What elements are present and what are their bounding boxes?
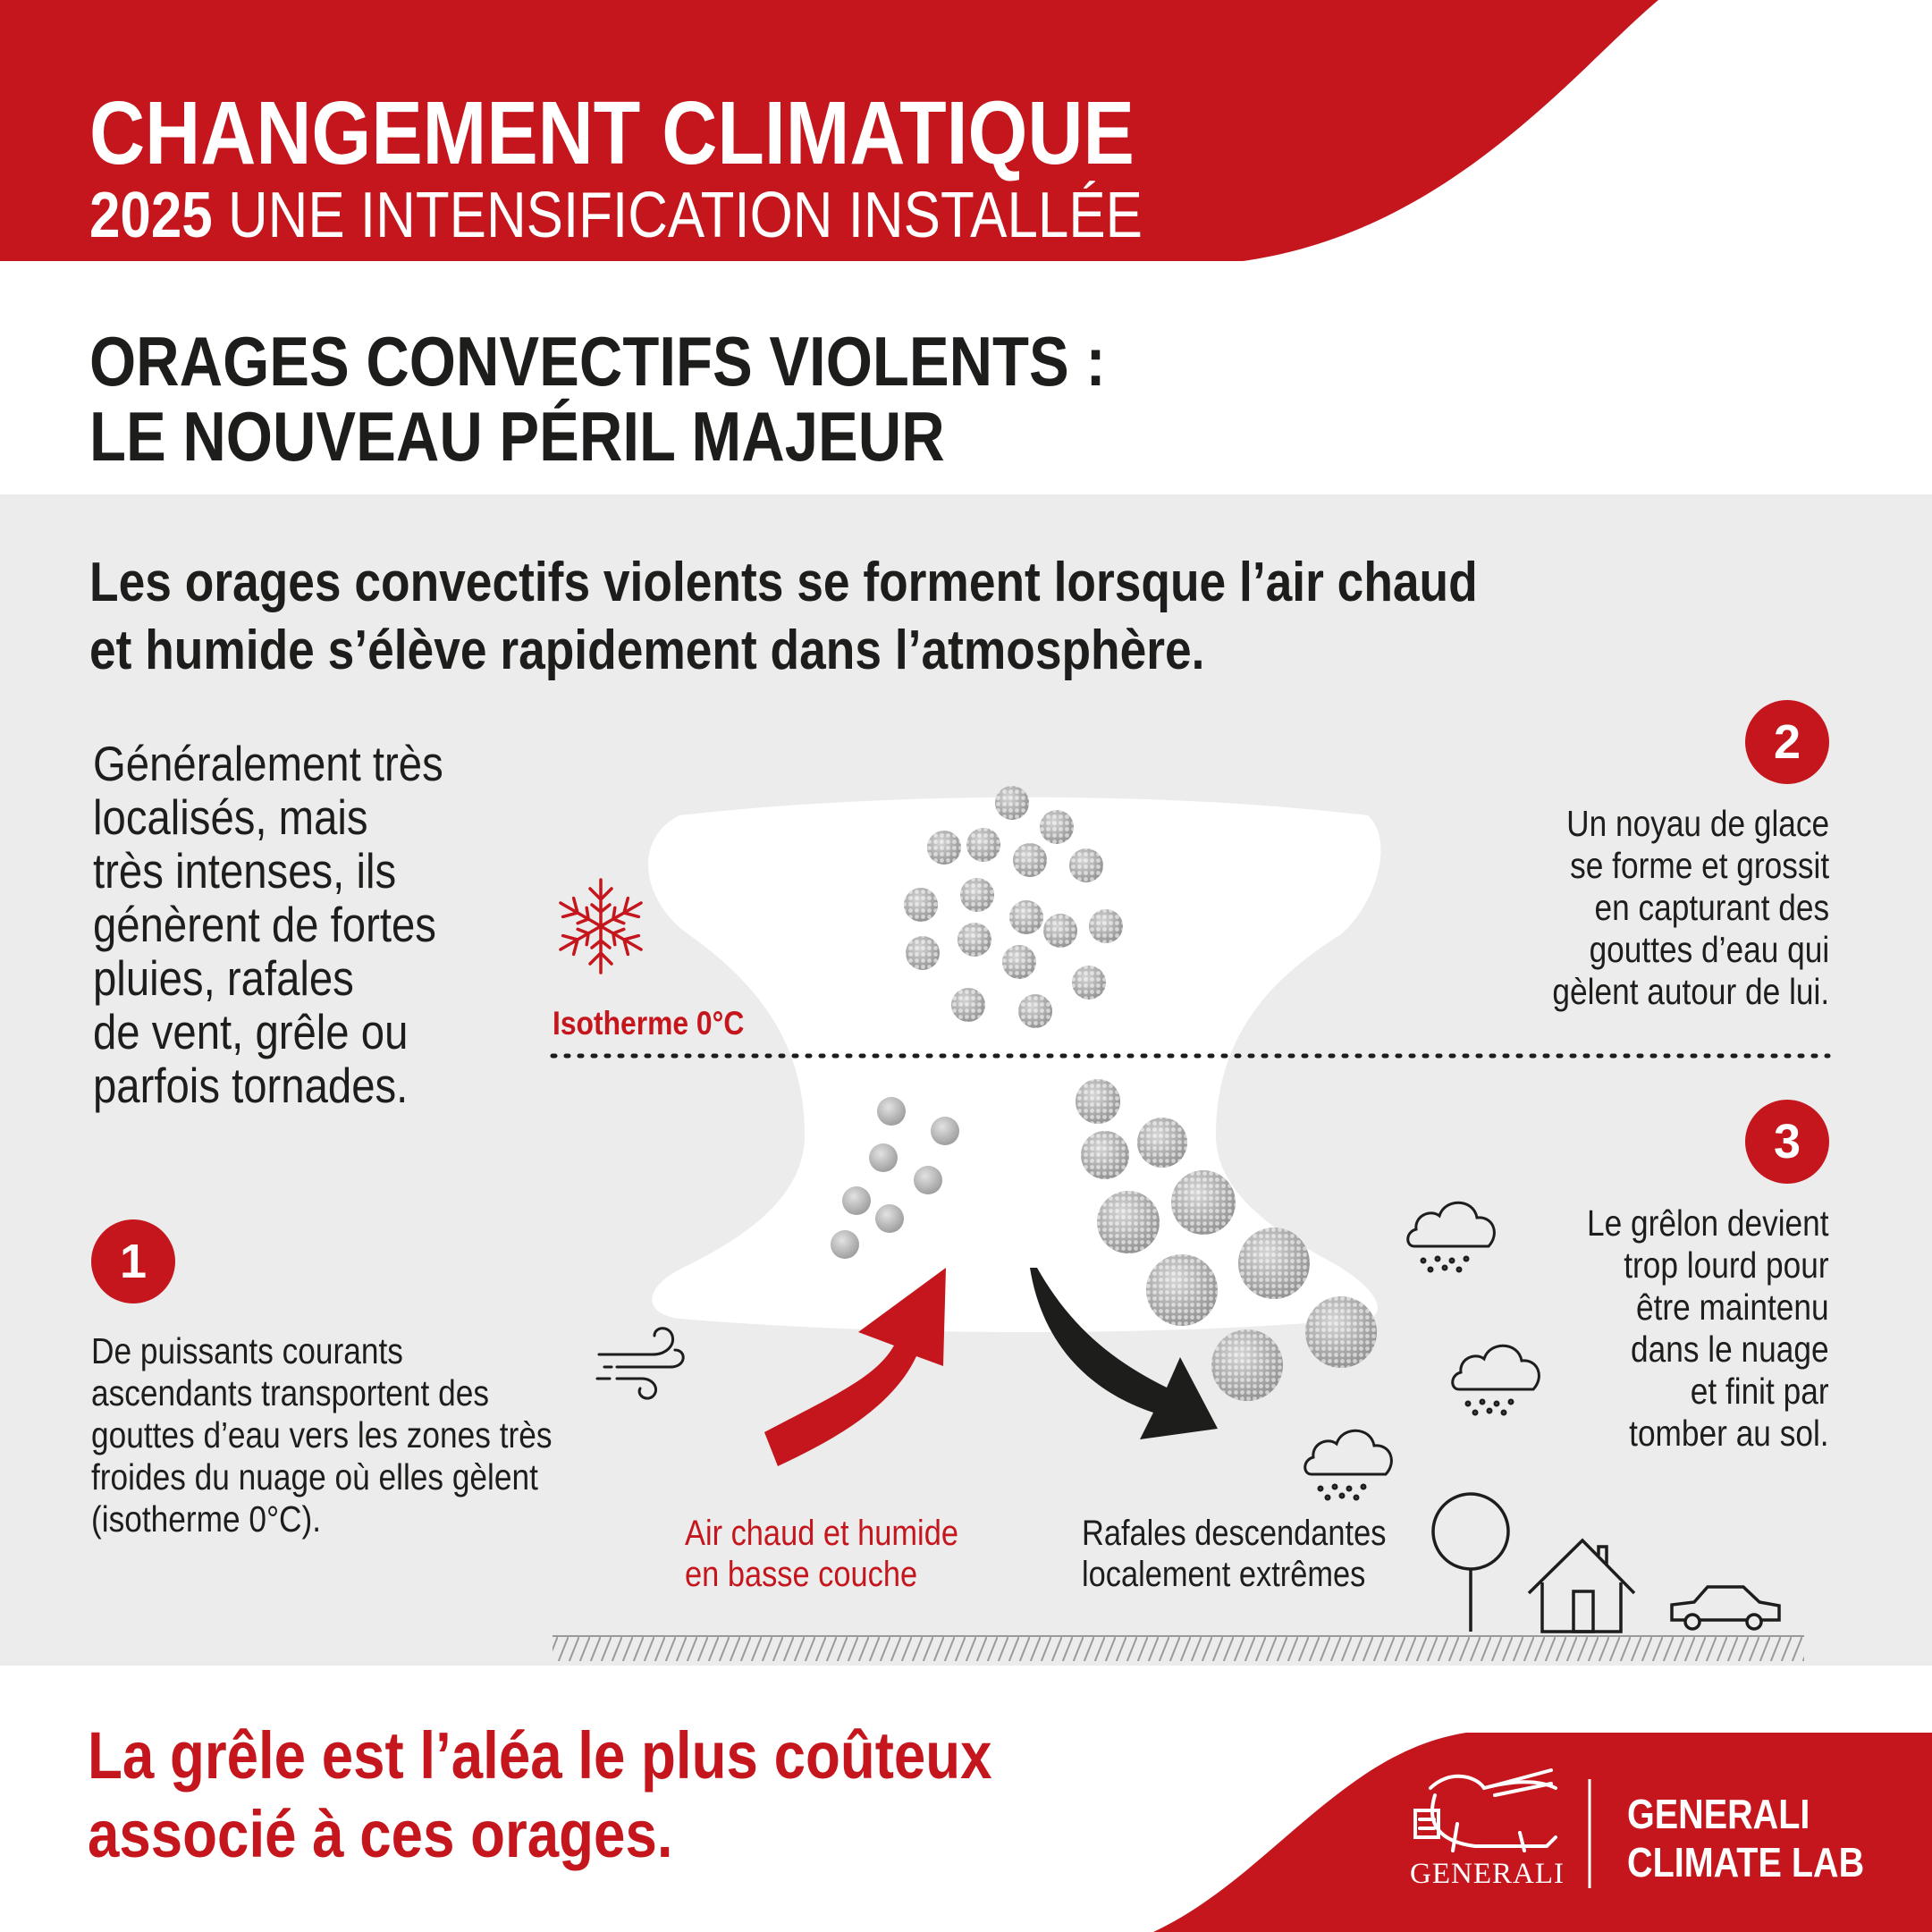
step-2-badge: 2 [1745, 700, 1829, 784]
section-title [89, 324, 1106, 474]
step-1-text: De puissants courants ascendants transportent des gouttes d’eau vers les zones très froides du nuage où elles gèlent (isotherme 0°C). [91, 1330, 553, 1540]
header-subtitle-text: UNE INTENSIFICATION INSTALLÉE [227, 180, 1143, 251]
intro-text [89, 549, 1478, 685]
warm-air-label: Air chaud et humide en basse couche [685, 1514, 958, 1594]
intro-line-1: Les orages convectifs violents se forment lorsque l’air chaud [89, 552, 1478, 613]
step-2-text: Un noyau de glace se forme et grossit en capturant des gouttes d’eau qui gèlent autour de lui. [1552, 803, 1829, 1012]
generali-wordmark: GENERALI [1410, 1858, 1565, 1890]
section-title-line-2: LE NOUVEAU PÉRIL MAJEUR [89, 397, 945, 476]
step-3-text: Le grêlon devient trop lourd pour être maintenu dans le nuage et finit par tomber au sol. [1587, 1202, 1829, 1454]
header-subtitle [89, 179, 1143, 252]
header-title: CHANGEMENT CLIMATIQUE [89, 83, 1135, 183]
step-3-badge: 3 [1745, 1100, 1829, 1184]
side-description: Généralement très localisés, mais très intenses, ils génèrent de fortes pluies, rafales de vent, grêle ou parfois tornades. [93, 736, 443, 1113]
section-title-line-1: ORAGES CONVECTIFS VIOLENTS : [89, 322, 1106, 401]
conclusion-text: La grêle est l’aléa le plus coûteux associé à ces orages. [88, 1718, 992, 1871]
ground [553, 1636, 1804, 1661]
isotherm-label: Isotherme 0°C [553, 1005, 745, 1042]
intro-line-2: et humide s’élève rapidement dans l’atmosphère. [89, 620, 1205, 681]
climate-lab-label: GENERALI CLIMATE LAB [1627, 1791, 1865, 1886]
gusts-label: Rafales descendantes localement extrêmes [1082, 1514, 1387, 1594]
step-1-badge: 1 [91, 1219, 175, 1303]
header-year: 2025 [89, 180, 213, 251]
